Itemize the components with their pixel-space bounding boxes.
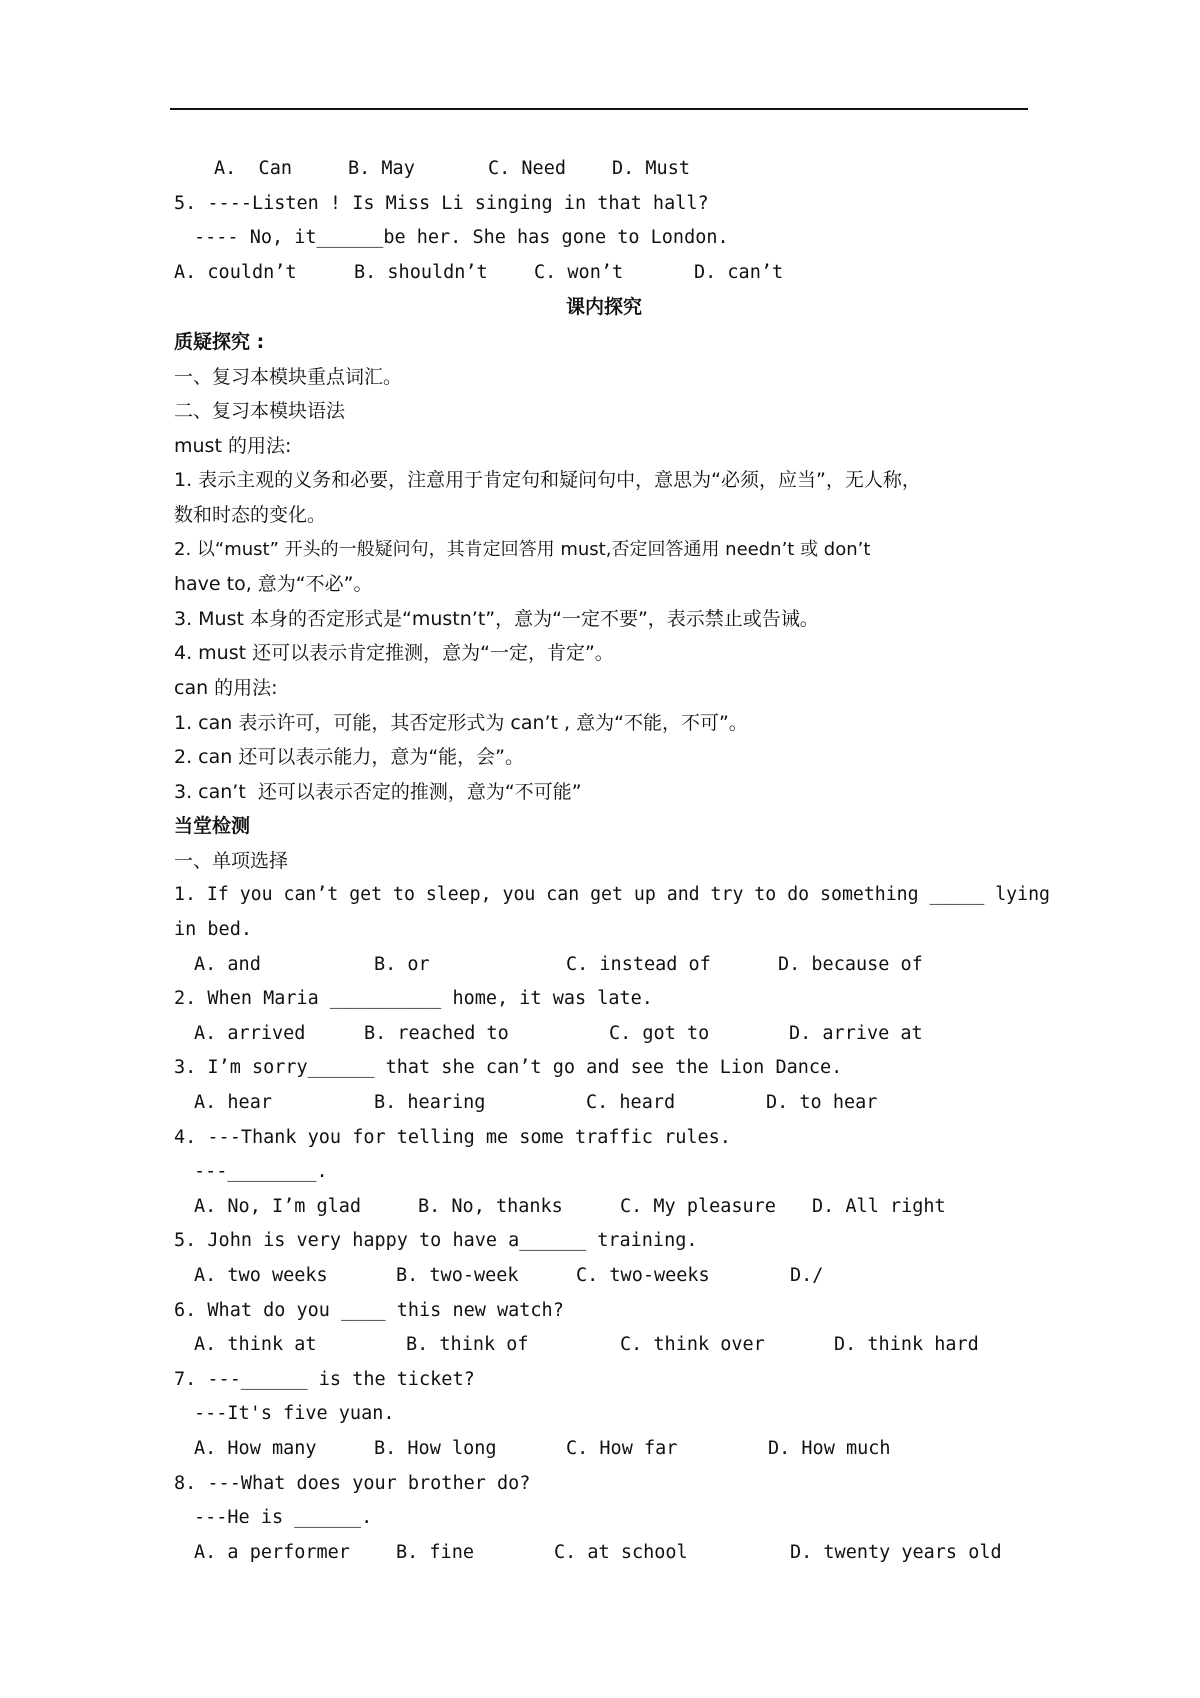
question-4-line-1: 4. ---Thank you for telling me some traffic rules. <box>174 1126 731 1148</box>
question-3-options <box>174 1086 1034 1121</box>
must-point-2: 2. 以“must” 开头的一般疑问句，其肯定回答用 must,否定回答通用 needn’t 或 don’t <box>174 538 871 560</box>
question-4-options <box>174 1190 1034 1225</box>
option: C. won’t <box>534 261 624 283</box>
option: C. two-weeks <box>576 1265 710 1286</box>
option: C. instead of <box>566 953 711 975</box>
must-point-1: 1. 表示主观的义务和必要，注意用于肯定句和疑问句中，意思为“必须，应当”，无人称， <box>174 469 921 492</box>
must-point-4: 4. must 还可以表示肯定推测，意为“一定，肯定”。 <box>174 642 614 665</box>
option: D. Must <box>612 158 690 179</box>
question-5-options <box>174 1259 1034 1294</box>
option: D. twenty years old <box>790 1541 1002 1563</box>
option: D. arrive at <box>789 1022 923 1044</box>
option: A. couldn’t <box>174 261 297 283</box>
inquiry-line-1: 一、复习本模块重点词汇。 <box>174 365 403 388</box>
can-point-3: 3. can’t 还可以表示否定的推测，意为“不可能” <box>174 780 582 803</box>
question-3: 3. I’m sorry______ that she can’t go and see the Lion Dance. <box>174 1057 843 1079</box>
question-2-options <box>174 1017 1034 1052</box>
question-7-line-1: 7. ---______ is the ticket? <box>174 1368 475 1390</box>
option: D. All right <box>812 1195 946 1217</box>
can-point-2: 2. can 还可以表示能力，意为“能，会”。 <box>174 746 525 769</box>
prev-q5-answer: ---- No, it______be her. She has gone to London. <box>194 227 729 249</box>
option: D. think hard <box>834 1334 979 1356</box>
option: A. two weeks <box>194 1265 328 1286</box>
option: C. Need <box>488 158 566 179</box>
option: B. No, thanks <box>418 1195 563 1217</box>
option: B. or <box>374 953 430 975</box>
question-8-line-2: ---He is ______. <box>194 1507 373 1529</box>
option: C. My pleasure <box>620 1195 776 1217</box>
question-6-options <box>174 1328 1034 1363</box>
option: A. think at <box>194 1334 317 1356</box>
option: D./ <box>790 1265 824 1286</box>
option: A. hear <box>194 1092 272 1114</box>
option: C. heard <box>586 1092 676 1114</box>
prev-q5-options <box>174 256 1034 291</box>
question-8-options <box>174 1536 1034 1571</box>
can-title: can 的用法: <box>174 676 278 699</box>
option: A. No, I’m glad <box>194 1195 362 1217</box>
test-heading: 当堂检测 <box>174 815 251 838</box>
option: A. Can <box>214 158 292 179</box>
must-point-3: 3. Must 本身的否定形式是“mustn’t”，意为“一定不要”，表示禁止或告诫。 <box>174 607 819 630</box>
option: B. hearing <box>374 1092 486 1114</box>
option: C. at school <box>554 1541 688 1563</box>
header-rule <box>170 108 1028 110</box>
option: D. to hear <box>766 1092 878 1114</box>
option: D. because of <box>778 953 923 975</box>
option: B. How long <box>374 1437 497 1459</box>
option: D. How much <box>768 1437 891 1459</box>
inquiry-heading: 质疑探究 : <box>174 330 265 353</box>
option: A. a performer <box>194 1541 350 1563</box>
option: B. two-week <box>396 1265 519 1286</box>
section-title: 课内探究 <box>565 296 642 319</box>
prev-q4-options <box>174 152 1034 187</box>
option: D. can’t <box>694 261 784 283</box>
question-1-line-2: in bed. <box>174 919 252 941</box>
question-6: 6. What do you ____ this new watch? <box>174 1299 564 1321</box>
question-5: 5. John is very happy to have a______ training. <box>174 1230 698 1252</box>
option: C. got to <box>609 1022 710 1044</box>
option: A. and <box>194 953 261 975</box>
must-title: must 的用法: <box>174 434 292 457</box>
document-content <box>174 152 1050 1570</box>
question-7-line-2: ---It's five yuan. <box>194 1403 395 1425</box>
question-8-line-1: 8. ---What does your brother do? <box>174 1472 531 1494</box>
prev-q5-question: 5. ----Listen ! Is Miss Li singing in that hall? <box>174 192 709 214</box>
must-point-2-cont: have to, 意为“不必”。 <box>174 573 373 596</box>
question-7-options <box>174 1432 1034 1467</box>
question-1-options <box>174 948 1034 983</box>
inquiry-line-2: 二、复习本模块语法 <box>174 400 346 423</box>
question-1-line-1: 1. If you can’t get to sleep, you can get up and try to do something _____ lying <box>174 884 1050 906</box>
can-point-1: 1. can 表示许可，可能，其否定形式为 can’t , 意为“不能，不可”。 <box>174 711 748 734</box>
test-subheading: 一、单项选择 <box>174 849 289 872</box>
option: A. arrived <box>194 1022 306 1044</box>
option: C. How far <box>566 1437 678 1459</box>
question-2: 2. When Maria __________ home, it was late. <box>174 988 653 1010</box>
option: C. think over <box>620 1334 765 1356</box>
option: B. think of <box>406 1334 529 1356</box>
option: B. reached to <box>364 1022 509 1044</box>
question-4-line-2: ---________. <box>194 1161 328 1183</box>
option: B. fine <box>396 1541 474 1563</box>
option: B. shouldn’t <box>354 261 488 283</box>
must-point-1-cont: 数和时态的变化。 <box>174 503 327 526</box>
option: B. May <box>348 158 415 179</box>
option: A. How many <box>194 1437 317 1459</box>
